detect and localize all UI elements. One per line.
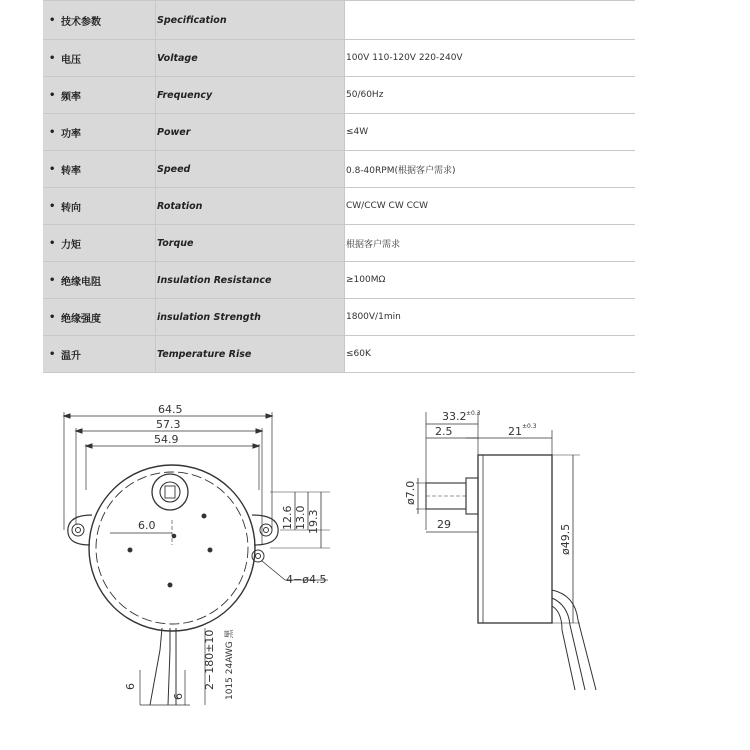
spec-value: 50/60Hz — [345, 77, 635, 113]
wire — [552, 590, 596, 690]
spec-en-label: Temperature Rise — [156, 336, 345, 372]
shaft-circle — [160, 482, 180, 502]
spec-table — [43, 0, 635, 373]
bullet-icon: • — [49, 163, 56, 175]
spec-value: 100V 110-120V 220-240V — [345, 40, 635, 76]
dim-label-2-5: 2.5 — [435, 425, 453, 438]
bullet-icon: • — [49, 311, 56, 323]
dim-label-57-3: 57.3 — [156, 418, 181, 431]
spec-cn-cell — [43, 299, 156, 335]
spec-cn-label: 转向 — [61, 202, 81, 214]
front-view-labels — [124, 403, 326, 700]
bullet-icon: • — [49, 52, 56, 64]
spec-cn-label: 电压 — [61, 54, 81, 66]
spec-value: ≥100MΩ — [345, 262, 635, 298]
dim-label-29: 29 — [437, 518, 451, 531]
spec-en-label: Voltage — [156, 40, 345, 76]
dim-label-7-0: ø7.0 — [404, 480, 417, 505]
spec-row-specification — [43, 1, 635, 40]
arrow-icon — [256, 429, 262, 433]
spec-cn-cell — [43, 77, 156, 113]
spec-value: ≤60K — [345, 336, 635, 372]
dim-label-6a: 6 — [124, 683, 137, 690]
spec-value: 0.8-40RPM(根据客户需求) — [345, 151, 635, 187]
wire — [168, 628, 170, 705]
tol-label-21: ±0.3 — [522, 423, 537, 430]
spec-row-frequency — [43, 77, 635, 114]
rivet — [128, 548, 132, 552]
spec-en-label: Torque — [156, 225, 345, 261]
spec-cn-label: 绝缘电阻 — [61, 276, 101, 288]
rivet — [208, 548, 212, 552]
mount-hole-left — [72, 524, 84, 536]
spec-cn-label: 频率 — [61, 91, 81, 103]
bullet-icon: • — [49, 274, 56, 286]
spec-cn-label: 温升 — [61, 350, 81, 362]
spec-cn-label: 力矩 — [61, 239, 81, 251]
mount-hole-lower-right — [252, 550, 264, 562]
front-view — [64, 412, 330, 705]
bullet-icon: • — [49, 237, 56, 249]
wire — [552, 606, 575, 690]
dim-label-6-0: 6.0 — [138, 519, 156, 532]
spec-cn-cell — [43, 40, 156, 76]
spec-cn-cell — [43, 188, 156, 224]
arrow-icon — [86, 444, 92, 448]
arrow-icon — [64, 414, 70, 418]
spec-row-power — [43, 114, 635, 151]
spec-value: ≤4W — [345, 114, 635, 150]
wire-length-label: 2−180±10 — [203, 629, 216, 690]
mount-hole-left-inner — [76, 528, 81, 533]
spec-row-insulation-resistance — [43, 262, 635, 299]
arrow-icon — [76, 429, 82, 433]
dim-label-19-3: 19.3 — [307, 509, 320, 534]
dim-label-64-5: 64.5 — [158, 403, 183, 416]
spec-cn-label: 转率 — [61, 165, 81, 177]
spec-en-label: Specification — [156, 1, 345, 39]
wire — [552, 598, 585, 690]
dim-label-6b: 6 — [172, 693, 185, 700]
dim-label-54-9: 54.9 — [154, 433, 179, 446]
dim-label-33-2: 33.2 — [442, 410, 467, 423]
spec-cn-cell — [43, 225, 156, 261]
spec-row-speed — [43, 151, 635, 188]
tol-label-33-2: ±0.3 — [466, 410, 481, 417]
mount-hole-lower-inner — [256, 554, 261, 559]
bullet-icon: • — [49, 14, 56, 26]
holes-label: 4−ø4.5 — [286, 573, 327, 586]
arrow-icon — [266, 414, 272, 418]
bullet-icon: • — [49, 89, 56, 101]
spec-cn-cell — [43, 114, 156, 150]
spec-cn-cell — [43, 1, 156, 39]
spec-cn-cell — [43, 262, 156, 298]
spec-en-label: insulation Strength — [156, 299, 345, 335]
dim-label-49-5: ø49.5 — [559, 523, 572, 555]
dim-label-12-6: 12.6 — [281, 505, 294, 530]
spec-value: 根据客户需求 — [345, 225, 635, 261]
spec-cn-label: 功率 — [61, 128, 81, 140]
spec-row-temperature-rise — [43, 336, 635, 373]
spec-row-insulation-strength — [43, 299, 635, 336]
spec-en-label: Speed — [156, 151, 345, 187]
dim-label-13-0: 13.0 — [294, 505, 307, 530]
bullet-icon: • — [49, 126, 56, 138]
spec-cn-cell — [43, 336, 156, 372]
spec-cn-label: 绝缘强度 — [61, 313, 101, 325]
motor-outer-circle — [89, 465, 255, 631]
rivet — [172, 534, 176, 538]
motor-technical-drawing — [0, 390, 750, 750]
spec-en-label: Rotation — [156, 188, 345, 224]
motor-side-body — [478, 455, 552, 623]
spec-row-torque — [43, 225, 635, 262]
bullet-icon: • — [49, 200, 56, 212]
spec-cn-label: 技术参数 — [61, 16, 101, 28]
motor-inner-rim — [96, 472, 248, 624]
left-ear — [68, 515, 92, 545]
spec-row-rotation — [43, 188, 635, 225]
rivet — [168, 583, 172, 587]
spec-en-label: Insulation Resistance — [156, 262, 345, 298]
wire-spec-label: 1015 24AWG 黑 — [225, 629, 235, 700]
dim-label-21: 21 — [508, 425, 522, 438]
rivet — [202, 514, 206, 518]
spec-cn-cell — [43, 151, 156, 187]
spec-en-label: Power — [156, 114, 345, 150]
arrow-icon — [253, 444, 259, 448]
shaft-boss — [152, 474, 188, 510]
right-ear — [252, 515, 278, 545]
holes-leader — [262, 561, 285, 580]
shaft-collar — [466, 478, 478, 514]
mount-hole-right-inner — [264, 528, 269, 533]
spec-value — [345, 1, 635, 39]
spec-value: 1800V/1min — [345, 299, 635, 335]
spec-row-voltage — [43, 40, 635, 77]
wire — [150, 628, 162, 705]
shaft-flat — [165, 486, 175, 498]
bullet-icon: • — [49, 348, 56, 360]
spec-value: CW/CCW CW CCW — [345, 188, 635, 224]
spec-en-label: Frequency — [156, 77, 345, 113]
